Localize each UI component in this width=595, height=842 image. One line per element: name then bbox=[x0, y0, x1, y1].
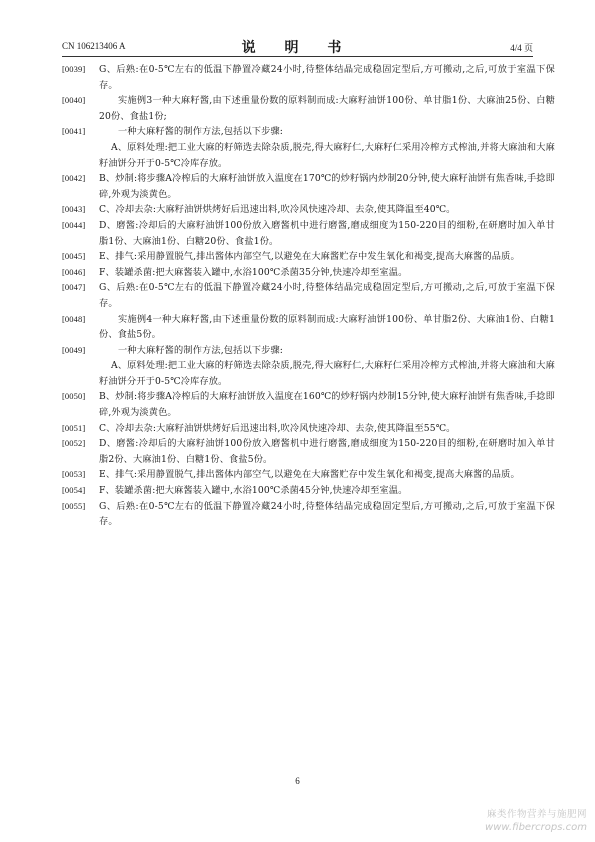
paragraph-number: [0046] bbox=[62, 266, 86, 277]
paragraph bbox=[62, 499, 555, 530]
paragraph bbox=[62, 389, 555, 420]
paragraph-number: [0047] bbox=[62, 282, 86, 293]
paragraph bbox=[62, 124, 555, 140]
paragraph bbox=[62, 483, 555, 499]
paragraph-text: 实施例4一种大麻籽酱,由下述重量份数的原料制而成:大麻籽油饼100份、单甘脂2份、大麻油1份、白糖1份、食盐5份。 bbox=[99, 313, 555, 341]
watermark-site-name: 麻类作物营养与施肥网 bbox=[486, 809, 587, 820]
paragraph-subtext: A、原料处理:把工业大麻的籽筛选去除杂质,脱壳,得大麻籽仁,大麻籽仁采用冷榨方式榨油,并将大麻油和大麻籽油饼分开于0-5℃冷库存放。 bbox=[99, 141, 555, 169]
paragraph-text: D、磨酱:冷却后的大麻籽油饼100份放入磨酱机中进行磨酱,磨成细度为150-220目的细粉,在研磨时加入单甘脂2份、大麻油1份、白糖1份、食盐5份。 bbox=[99, 438, 555, 465]
paragraph-text: B、炒制:将步骤A冷榨后的大麻籽油饼放入温度在160℃的炒籽锅内炒制15分钟,使大麻籽油饼有焦香味,手捻即碎,外观为淡黄色。 bbox=[99, 391, 555, 419]
paragraph-number: [0055] bbox=[62, 500, 86, 511]
paragraph-number: [0048] bbox=[62, 313, 86, 324]
paragraph bbox=[62, 265, 555, 281]
paragraph-subtext: A、原料处理:把工业大麻的籽筛选去除杂质,脱壳,得大麻籽仁,大麻籽仁采用冷榨方式榨油,并将大麻油和大麻籽油饼分开于0-5℃冷库存放。 bbox=[99, 360, 555, 387]
paragraph-text: C、冷却去杂:大麻籽油饼烘烤好后迅速出料,吹冷风快速冷却、去杂,使其降温至55℃。 bbox=[99, 422, 456, 434]
paragraph-number: [0042] bbox=[62, 173, 86, 184]
paragraph-number: [0044] bbox=[62, 219, 86, 230]
paragraph bbox=[62, 312, 555, 343]
paragraph-text: E、排气:采用静置脱气,排出酱体内部空气,以避免在大麻酱贮存中发生氧化和褐变,提高大麻酱的品质。 bbox=[99, 251, 520, 263]
paragraph-text: 实施例3一种大麻籽酱,由下述重量份数的原料制而成:大麻籽油饼100份、单甘脂1份、大麻油25份、白糖20份、食盐1份; bbox=[99, 95, 555, 122]
document-title: 说 明 书 bbox=[241, 40, 354, 56]
paragraph-text: D、磨酱:冷却后的大麻籽油饼100份放入磨酱机中进行磨酱,磨成细度为150-220目的细粉,在研磨时加入单甘脂1份、大麻油1份、白糖20份、食盐1份。 bbox=[99, 219, 555, 247]
paragraph-number: [0054] bbox=[62, 485, 86, 496]
paragraph-text: G、后熟:在0-5℃左右的低温下静置冷藏24小时,待整体结晶完成稳固定型后,方可搬动,之后,可放于室温下保存。 bbox=[99, 500, 555, 528]
paragraph-number: [0051] bbox=[62, 422, 86, 433]
paragraph bbox=[62, 343, 555, 359]
paragraph-text: F、装罐杀菌:把大麻酱装入罐中,水浴100℃杀菌45分钟,快速冷却至室温。 bbox=[99, 485, 408, 497]
paragraph-text: B、炒制:将步骤A冷榨后的大麻籽油饼放入温度在170℃的炒籽锅内炒制20分钟,使大麻籽油饼有焦香味,手捻即碎,外观为淡黄色。 bbox=[99, 173, 555, 200]
paragraph bbox=[62, 93, 555, 124]
paragraph-number: [0045] bbox=[62, 251, 86, 262]
paragraph-number: [0052] bbox=[62, 438, 86, 449]
paragraph bbox=[62, 218, 555, 249]
paragraph bbox=[62, 171, 555, 202]
paragraph-text: C、冷却去杂:大麻籽油饼烘烤好后迅速出料,吹冷风快速冷却、去杂,使其降温至40℃。 bbox=[99, 204, 456, 216]
paragraph-number: [0050] bbox=[62, 391, 86, 402]
paragraph-number: [0040] bbox=[62, 95, 86, 106]
paragraph-text: 一种大麻籽酱的制作方法,包括以下步骤: bbox=[118, 344, 284, 356]
document-body bbox=[62, 62, 555, 530]
paragraph-text: E、排气:采用静置脱气,排出酱体内部空气,以避免在大麻酱贮存中发生氧化和褐变,提高大麻酱的品质。 bbox=[99, 469, 520, 481]
patent-number: CN 106213406 A bbox=[62, 41, 126, 51]
paragraph-text: G、后熟:在0-5℃左右的低温下静置冷藏24小时,待整体结晶完成稳固定型后,方可搬动,之后,可放于室温下保存。 bbox=[99, 64, 555, 91]
page-number: 6 bbox=[295, 776, 300, 786]
paragraph bbox=[62, 249, 555, 265]
paragraph bbox=[62, 202, 555, 218]
watermark-url: www.fibercrops.com bbox=[485, 822, 587, 833]
paragraph-number: [0049] bbox=[62, 344, 86, 355]
page-header bbox=[62, 40, 533, 57]
paragraph-number: [0053] bbox=[62, 469, 86, 480]
paragraph-text: F、装罐杀菌:把大麻酱装入罐中,水浴100℃杀菌35分钟,快速冷却至室温。 bbox=[99, 266, 408, 278]
paragraph bbox=[62, 280, 555, 311]
paragraph-number: [0039] bbox=[62, 64, 86, 74]
paragraph-text: 一种大麻籽酱的制作方法,包括以下步骤: bbox=[118, 126, 284, 138]
page-indicator: 4/4 页 bbox=[510, 43, 533, 53]
paragraph bbox=[62, 436, 555, 467]
paragraph bbox=[62, 421, 555, 437]
watermark bbox=[485, 808, 587, 834]
paragraph-text: G、后熟:在0-5℃左右的低温下静置冷藏24小时,待整体结晶完成稳固定型后,方可搬动,之后,可放于室温下保存。 bbox=[99, 282, 555, 309]
paragraph-number: [0041] bbox=[62, 126, 86, 137]
paragraph bbox=[62, 467, 555, 483]
paragraph-number: [0043] bbox=[62, 204, 86, 215]
paragraph bbox=[62, 62, 555, 93]
